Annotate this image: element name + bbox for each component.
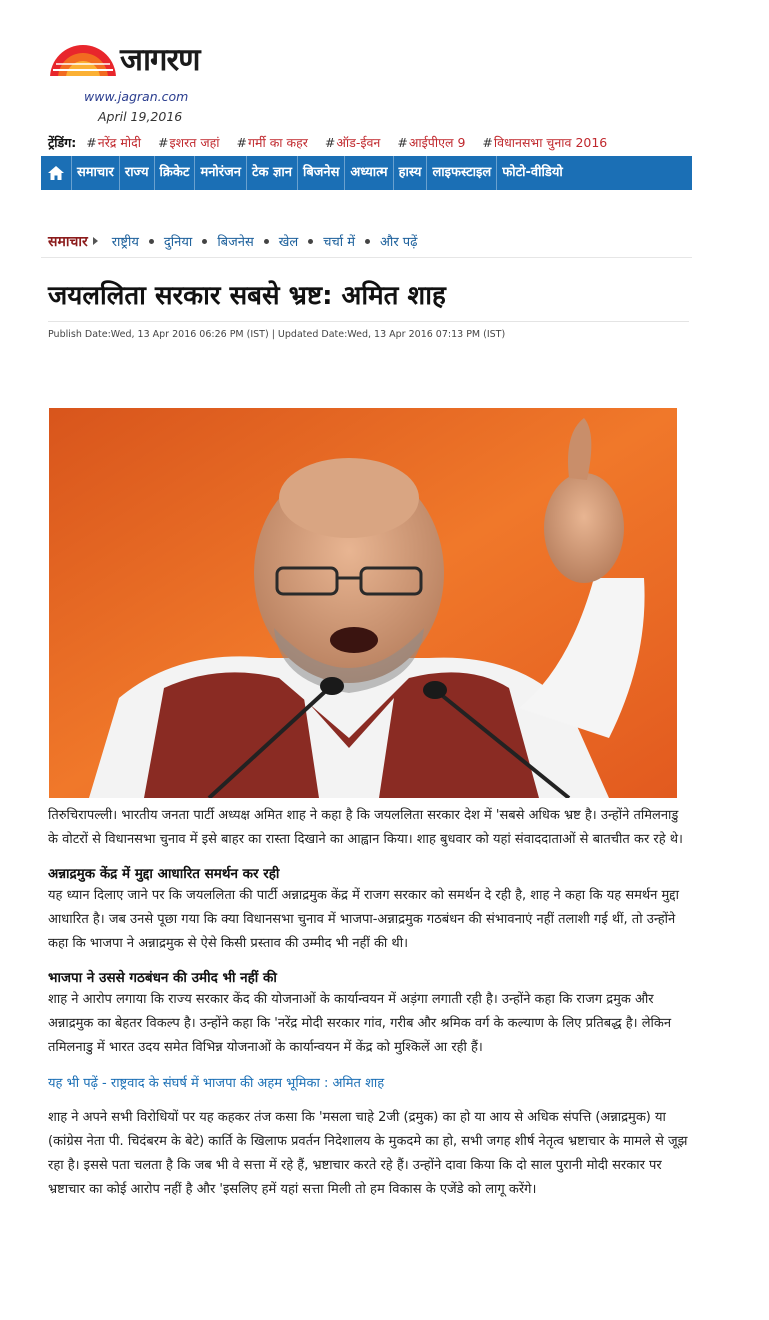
- divider: [41, 257, 692, 258]
- article-hero-image: [49, 408, 677, 798]
- home-icon[interactable]: [41, 156, 71, 190]
- subnav-item-more[interactable]: और पढ़ें: [380, 235, 418, 250]
- article-headline: जयललिता सरकार सबसे भ्रष्ट: अमित शाह: [48, 281, 446, 311]
- caret-right-icon: [93, 237, 98, 245]
- subnav-item-trending[interactable]: चर्चा में: [323, 235, 356, 250]
- nav-item-photo-video[interactable]: फोटो-वीडियो: [496, 156, 568, 190]
- divider: [48, 321, 689, 322]
- separator-dot: [308, 239, 313, 244]
- trending-item[interactable]: #नरेंद्र मोदी: [86, 135, 141, 150]
- subnav-item-national[interactable]: राष्ट्रीय: [111, 235, 139, 250]
- trending-item[interactable]: #विधानसभा चुनाव 2016: [482, 135, 608, 150]
- article-subheading: अन्नाद्रमुक केंद्र में मुद्दा आधारित समर्थन कर रही: [48, 866, 280, 882]
- trending-item[interactable]: #गर्मी का कहर: [236, 135, 308, 150]
- category-primary[interactable]: समाचार: [48, 233, 88, 250]
- subnav-item-sports[interactable]: खेल: [278, 235, 299, 250]
- trending-item[interactable]: #ऑड-ईवन: [324, 135, 381, 150]
- page-date: April 19,2016: [98, 109, 183, 124]
- nav-item-cricket[interactable]: क्रिकेट: [154, 156, 195, 190]
- main-nav: [41, 156, 692, 190]
- site-url: www.jagran.com: [84, 89, 189, 104]
- separator-dot: [365, 239, 370, 244]
- article-paragraph: यह ध्यान दिलाए जाने पर कि जयललिता की पार्टी अन्नाद्रमुक केंद्र में राजग सरकार को समर्थन दे रही है, शाह ने कहा कि यह समर्थन मुद्दा आधारित है। जब उनसे पूछा गया कि क्या विधानसभा चुनाव में भाजपा-अन्नाद्रमुक गठबंधन की संभावनाएं नहीं तलाशी गई थीं, तो उन्होंने कहा कि भाजपा ने अन्नाद्रमुक से ऐसे किसी प्रस्ताव की उम्मीद भी नहीं की थी।: [48, 888, 679, 951]
- article-paragraph: शाह ने आरोप लगाया कि राज्य सरकार केंद की योजनाओं के कार्यान्वयन में अड़ंगा लगाती रही है। उन्होंने कहा कि राजग द्रमुक और अन्नाद्रमुक का बेहतर विकल्प है। उन्होंने कहा कि 'नरेंद्र मोदी सरकार गांव, गरीब और श्रमिक वर्ग के कल्याण के लिए प्रतिबद्ध है। लेकिन तमिलनाडु में भारत उदय समेत विभिन्न योजनाओं के कार्यान्वयन में केंद्र को मुश्किलें आ रही हैं।: [48, 992, 672, 1055]
- nav-item-news[interactable]: समाचार: [71, 156, 119, 190]
- nav-item-states[interactable]: राज्य: [119, 156, 154, 190]
- also-read-link[interactable]: यह भी पढ़ें - राष्ट्रवाद के संघर्ष में भाजपा की अहम भूमिका : अमित शाह: [48, 1076, 385, 1091]
- trending-label: ट्रेंडिंग:: [48, 135, 77, 150]
- article-paragraph: शाह ने अपने सभी विरोधियों पर यह कहकर तंज कसा कि 'मसला चाहे 2जी (द्रमुक) का हो या आय से अधिक संपत्ति (अन्नाद्रमुक) या (कांग्रेस नेता पी. चिदंबरम के बेटे) कार्ति के खिलाफ प्रवर्तन निदेशालय के मुकदमे का हो, सभी जगह शीर्ष नेतृत्व भ्रष्टाचार के मामले से जूझ रहा है। इससे पता चलता है कि जब भी वे सत्ता में रहे हैं, भ्रष्टाचार करते रहे हैं। उन्होंने दावा किया कि दो साल पुरानी मोदी सरकार पर भ्रष्टाचार का कोई आरोप नहीं है और 'इसलिए हमें यहां सत्ता मिली तो हम विकास के एजेंडे को लागू करेंगे।: [48, 1110, 688, 1197]
- rising-sun-icon: [50, 42, 116, 78]
- nav-item-tech[interactable]: टेक ज्ञान: [246, 156, 297, 190]
- logo-wordmark: जागरण: [120, 42, 200, 78]
- separator-dot: [202, 239, 207, 244]
- category-breadcrumb: [48, 228, 692, 254]
- trending-item[interactable]: #इशरत जहां: [158, 135, 220, 150]
- nav-item-business[interactable]: बिजनेस: [297, 156, 344, 190]
- nav-item-spirituality[interactable]: अध्यात्म: [344, 156, 392, 190]
- nav-item-humour[interactable]: हास्य: [393, 156, 427, 190]
- article-subheading: भाजपा ने उससे गठबंधन की उमीद भी नहीं की: [48, 970, 277, 986]
- article-paragraph: तिरुचिरापल्ली। भारतीय जनता पार्टी अध्यक्ष अमित शाह ने कहा है कि जयललिता सरकार देश में 'सबसे अधिक भ्रष्ट है। उन्होंने तमिलनाडु के वोटरों से विधानसभा चुनाव में इसे बाहर का रास्ता दिखाने का आह्वान किया। शाह बुधवार को यहां संवाददाताओं से बातचीत कर रहे थे।: [48, 808, 683, 847]
- subnav-item-business[interactable]: बिजनेस: [217, 235, 254, 250]
- nav-item-lifestyle[interactable]: लाइफस्टाइल: [426, 156, 496, 190]
- trending-item[interactable]: #आईपीएल 9: [397, 135, 466, 150]
- publish-date: Publish Date:Wed, 13 Apr 2016 06:26 PM (IST) | Updated Date:Wed, 13 Apr 2016 07:13 PM (IST): [48, 329, 506, 340]
- nav-item-entertainment[interactable]: मनोरंजन: [194, 156, 246, 190]
- trending-bar: [48, 134, 624, 151]
- separator-dot: [264, 239, 269, 244]
- separator-dot: [149, 239, 154, 244]
- subnav-item-world[interactable]: दुनिया: [163, 235, 193, 250]
- article-body: [48, 804, 690, 1214]
- jagran-logo[interactable]: [50, 40, 200, 80]
